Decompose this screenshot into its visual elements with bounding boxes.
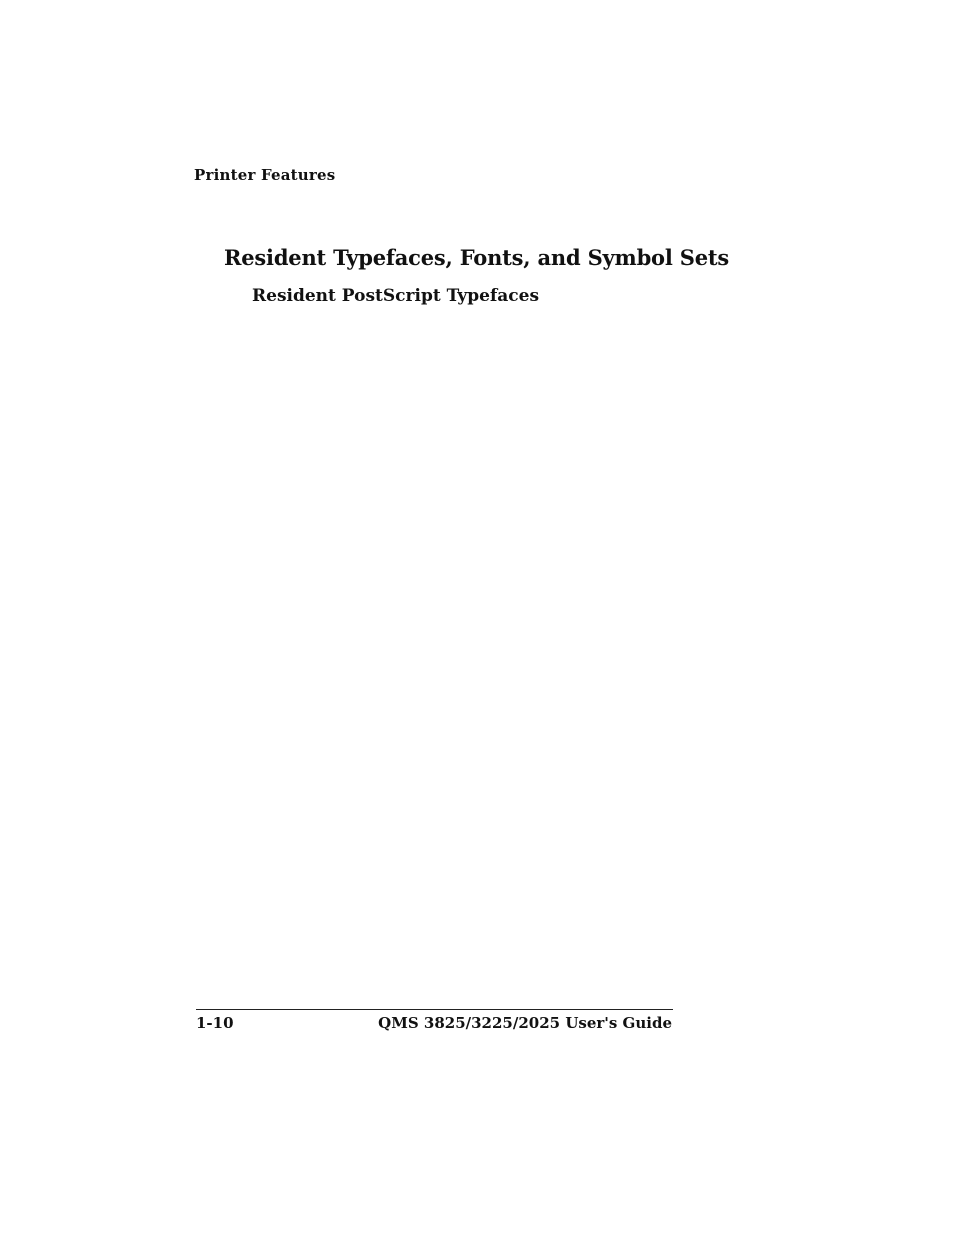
- section-title: Resident Typefaces, Fonts, and Symbol Sets: [224, 245, 730, 270]
- running-head: Printer Features: [194, 166, 336, 184]
- page-number: 1-10: [196, 1014, 234, 1032]
- footer-divider: [196, 1009, 673, 1010]
- subsection-title: Resident PostScript Typefaces: [252, 286, 540, 306]
- footer-document-title: QMS 3825/3225/2025 User's Guide: [378, 1014, 672, 1032]
